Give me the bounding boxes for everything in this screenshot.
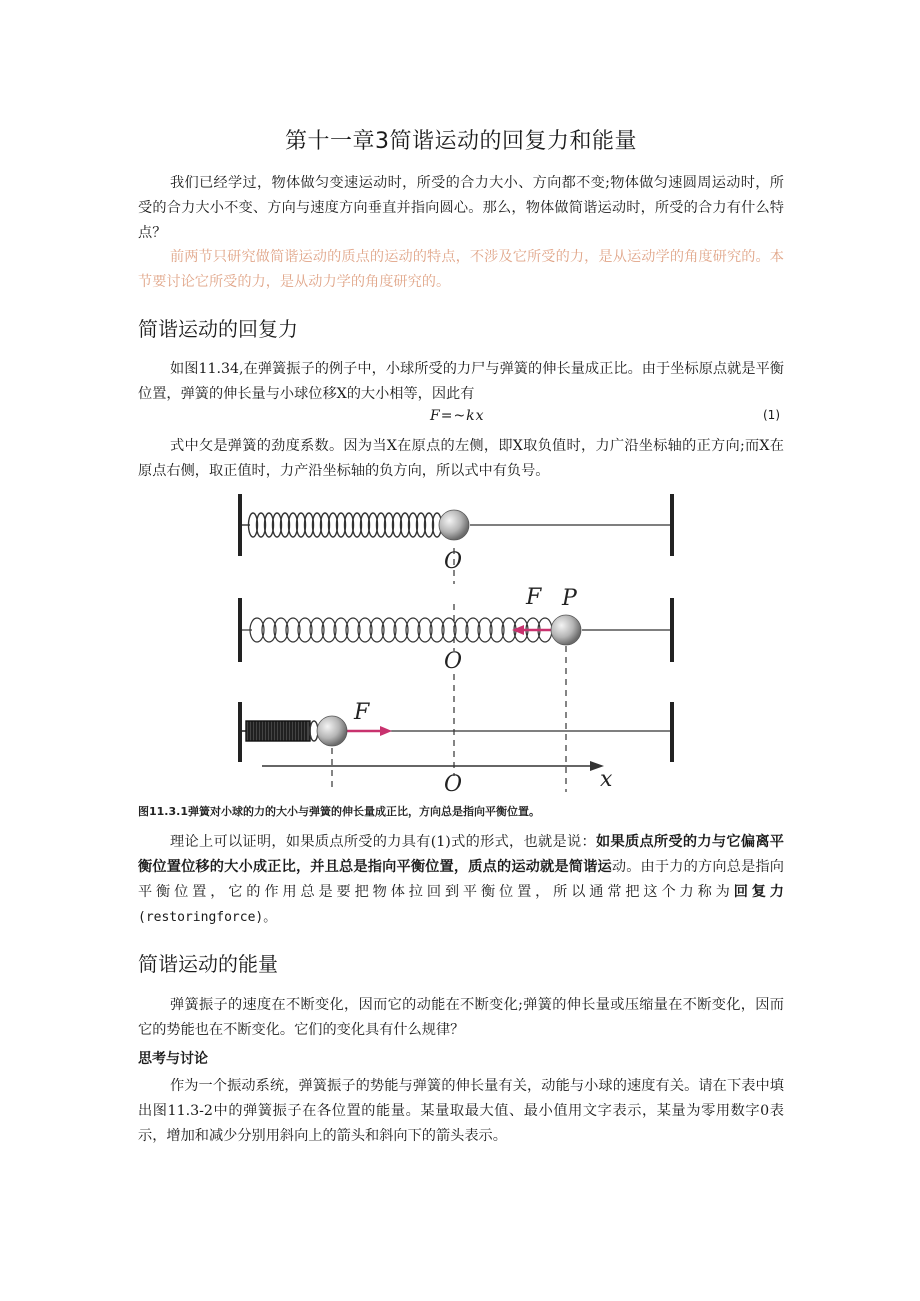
p3-key-statement: 如果质点所受的力与它偏离平衡位置位移的大小成正比，并且总是指向平衡位置，质点的运动就是简谐运 — [138, 834, 784, 875]
force-label-row3: F — [354, 700, 370, 725]
axis-label-x: x — [600, 767, 613, 792]
discussion-heading: 思考与讨论 — [138, 1051, 208, 1067]
ball — [439, 510, 469, 540]
row-stretched — [238, 585, 674, 674]
right-wall — [670, 494, 674, 556]
force-arrow-right — [344, 726, 392, 736]
intro-paragraph: 我们已经学过，物体做匀变速运动时，所受的合力大小、方向都不变;物体做匀速圆周运动时，所受的合力大小不变、方向与速度方向垂直并指向圆心。那么，物体做简谐运动时，所受的合力有什么特点？ — [138, 175, 784, 241]
p3-tail: (restoringforce)。 — [138, 910, 277, 925]
p3-lead: 理论上可以证明，如果质点所受的力具有(1)式的形式，也就是说： — [170, 834, 596, 850]
ball — [551, 615, 581, 645]
origin-label-axis: O — [444, 772, 463, 797]
formula: F=~kx — [430, 408, 485, 424]
p3-term: 回复力 — [733, 884, 784, 900]
formula-number: (1) — [763, 408, 780, 422]
spring-compressed — [242, 721, 318, 741]
intro-note: 前两节只研究做简谐运动的质点的运动的特点，不涉及它所受的力，是从运动学的角度研究的。本节要讨论它所受的力，是从动力学的角度研究的。 — [138, 249, 784, 290]
row-equilibrium — [238, 494, 674, 574]
left-wall — [238, 598, 242, 662]
section2-paragraph-2: 作为一个振动系统，弹簧振子的势能与弹簧的伸长量有关，动能与小球的速度有关。请在下表中填出图11.3-2中的弹簧振子在各位置的能量。某量取最大值、最小值用文字表示，某量为零用数字0表示，增加和减少分别用斜向上的箭头和斜向下的箭头表示。 — [138, 1078, 784, 1144]
force-label-row2: F — [526, 585, 542, 610]
spring-stretched — [242, 618, 552, 642]
section1-paragraph-2: 式中攵是弹簧的劲度系数。因为当X在原点的左侧，即X取负值时，力广沿坐标轴的正方向;而X在原点右侧，取正值时，力产沿坐标轴的负方向，所以式中有负号。 — [138, 438, 784, 479]
section1-paragraph-1: 如图11.34,在弹簧振子的例子中，小球所受的力尸与弹簧的伸长量成正比。由于坐标原点就是平衡位置，弹簧的伸长量与小球位移X的大小相等，因此有 — [138, 361, 784, 402]
figure-caption: 图11.3.1弹簧对小球的力的大小与弹簧的伸长量成正比，方向总是指向平衡位置。 — [138, 805, 540, 818]
right-wall — [670, 702, 674, 762]
x-axis — [262, 761, 613, 797]
section-heading-energy: 简谐运动的能量 — [138, 952, 278, 976]
left-wall — [238, 494, 242, 556]
force-arrow-left — [512, 625, 553, 635]
spring-oscillator-figure — [232, 486, 692, 798]
section-heading-restoring-force: 简谐运动的回复力 — [138, 317, 298, 341]
ball — [317, 716, 347, 746]
origin-label-row2: O — [444, 649, 463, 674]
section2-paragraph-1: 弹簧振子的速度在不断变化，因而它的动能在不断变化;弹簧的伸长量或压缩量在不断变化，因而它的势能也在不断变化。它们的变化具有什么规律？ — [138, 997, 784, 1038]
section1-paragraph-3 — [138, 830, 784, 930]
page-title: 第十一章3简谐运动的回复力和能量 — [285, 129, 637, 154]
row-compressed — [238, 700, 674, 762]
spring-relaxed — [242, 513, 442, 537]
origin-label-row1: O — [444, 549, 463, 574]
point-label-p: P — [562, 586, 577, 611]
formula-row — [138, 408, 784, 430]
right-wall — [670, 598, 674, 662]
left-wall — [238, 702, 242, 762]
p3-middle: 动。由于力的方向总是指向平衡位置，它的作用总是要把物体拉回到平衡位置，所以通常把这个力称为 — [138, 859, 784, 900]
